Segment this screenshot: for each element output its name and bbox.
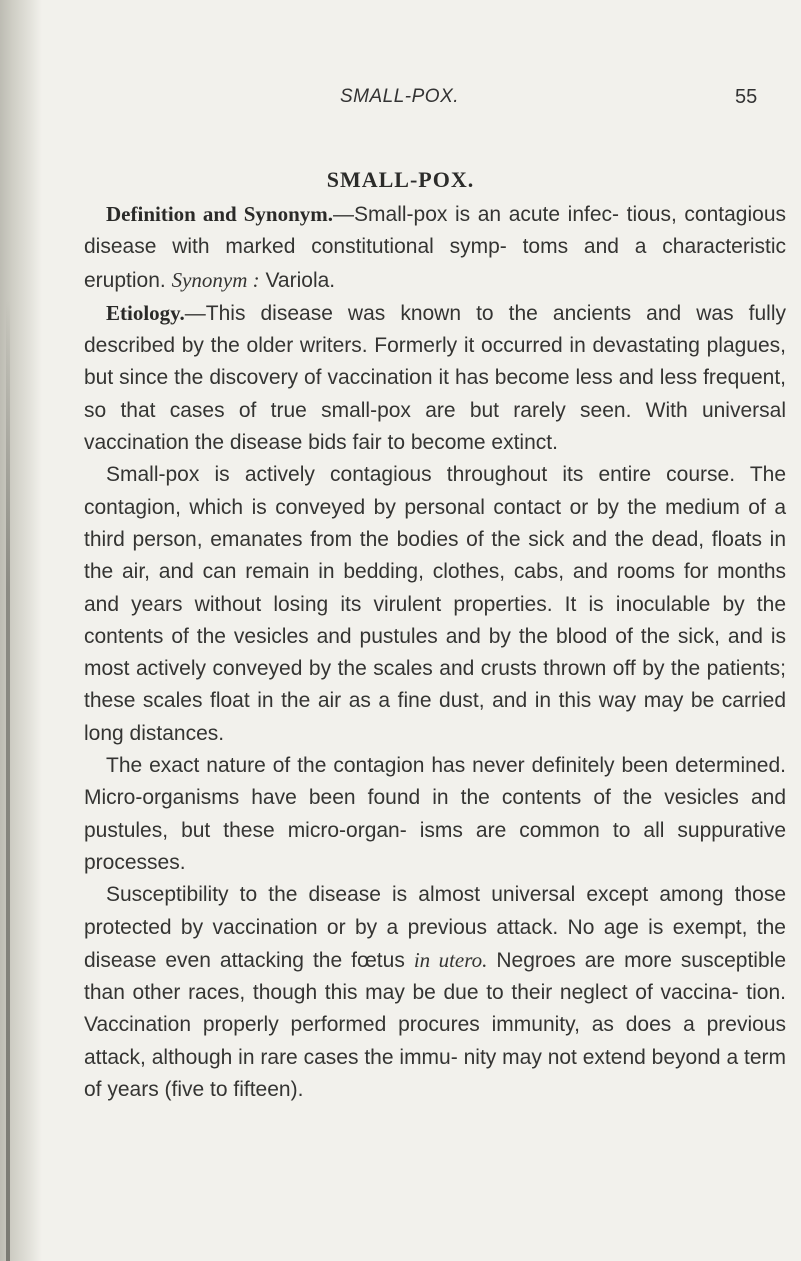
page-number: 55 <box>735 86 758 108</box>
body-text <box>84 198 786 1106</box>
susceptibility-italic: in utero. <box>413 947 488 972</box>
heading-definition: Definition and Synonym. <box>106 202 334 226</box>
susceptibility-text-after: Negroes are more susceptible than other races, though this may be due to their neglect of vaccina- tion. Vaccination properly performed procures immunity, as does a previous attack, although in rare cases the immu- nity may not extend beyond a term of years (five to fifteen). <box>84 948 786 1102</box>
paragraph-nature: The exact nature of the contagion has never definitely been determined. Micro-organisms have been found in the contents of the vesicles and pustules, but these micro-organ- isms are common to all suppurative processes. <box>84 754 786 874</box>
susceptibility-text-before: Susceptibility to the disease is almost universal except among those protected by vaccination or by a previous attack. No age is exempt, the disease even attacking the fœtus <box>84 883 786 972</box>
paragraph-definition <box>84 198 786 297</box>
paragraph-contagion: Small-pox is actively contagious throughout its entire course. The contagion, which is conveyed by personal contact or by the medium of a third person, emanates from the bodies of the sick and the dead, floats in the air, and can remain in bedding, clothes, cabs, and rooms for months and years without losing its virulent properties. It is inoculable by the contents of the vesicles and pustules and by the blood of the sick, and is most actively conveyed by the scales and crusts thrown off by the patients; these scales float in the air as a fine dust, and in this way may be carried long distances. <box>84 463 786 745</box>
binding-edge-line <box>6 300 10 1261</box>
heading-etiology: Etiology. <box>106 300 185 325</box>
etiology-text: —This disease was known to the ancients and was fully described by the older writers. Formerly it occurred in devastating plagues, but since the discovery of vaccination it has become less and less frequent, so that cases of true small-pox are but rarely seen. With universal vaccination the disease bids fair to become extinct. <box>84 301 786 455</box>
synonym-label: Synonym : <box>171 267 260 292</box>
paragraph-susceptibility <box>84 879 786 1106</box>
running-head: SMALL-POX. <box>340 86 460 107</box>
chapter-title: SMALL-POX. <box>326 167 475 192</box>
definition-text: —Small-pox is an acute infec- tious, contagious disease with marked constitutional symp- toms and a characteristic eruption. <box>84 203 786 292</box>
paragraph-etiology <box>84 297 786 459</box>
synonym-value: Variola. <box>265 268 336 292</box>
